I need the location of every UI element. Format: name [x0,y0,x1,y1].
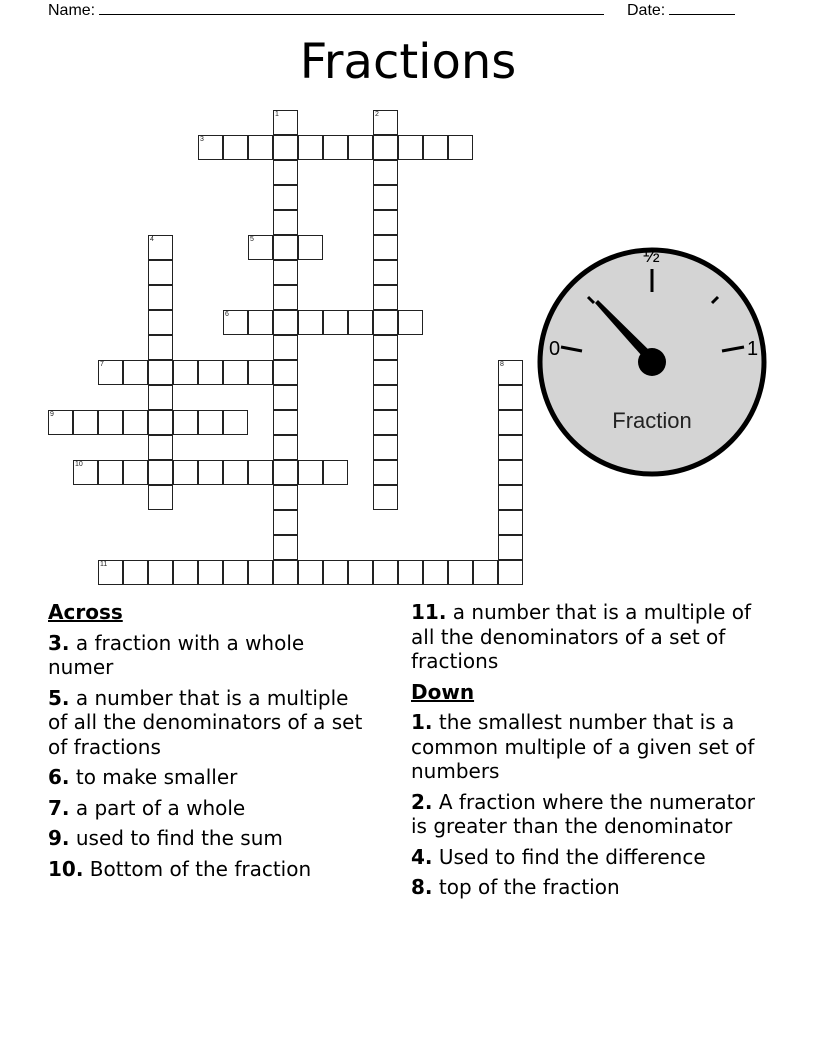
grid-cell[interactable] [173,360,198,385]
grid-cell[interactable] [448,560,473,585]
name-blank[interactable] [99,0,604,15]
grid-cell[interactable] [223,460,248,485]
grid-cell[interactable] [173,560,198,585]
grid-cell[interactable] [298,560,323,585]
grid-cell[interactable] [373,460,398,485]
grid-cell[interactable] [498,535,523,560]
clue-number: 2. [411,789,433,814]
grid-cell[interactable] [98,360,123,385]
clue-text: used to find the sum [69,826,283,850]
grid-cell[interactable] [348,310,373,335]
clue-across-11 [411,600,771,674]
grid-cell[interactable] [273,410,298,435]
grid-cell[interactable] [273,360,298,385]
grid-cell[interactable] [198,135,223,160]
date-field[interactable] [627,0,735,20]
grid-cell[interactable] [98,410,123,435]
clue-number: 7 [100,361,104,368]
clue-number: 5. [48,685,70,710]
grid-cell[interactable] [148,410,173,435]
grid-cell[interactable] [198,410,223,435]
clue-text: the smallest number that is a common multiple of a given set of numbers [411,710,755,783]
grid-cell[interactable] [98,560,123,585]
grid-cell[interactable] [498,460,523,485]
clue-number: 6. [48,765,70,789]
grid-cell[interactable] [373,210,398,235]
grid-cell[interactable] [448,135,473,160]
clue-number: 11. [411,600,447,624]
grid-cell[interactable] [173,460,198,485]
grid-cell[interactable] [273,510,298,535]
grid-cell[interactable] [248,460,273,485]
clue-across-3 [48,631,368,680]
tick-label-1: 1 [747,338,759,360]
gauge-label: Fraction [612,408,692,433]
grid-cell[interactable] [373,360,398,385]
clue-text: top of the fraction [432,875,620,899]
grid-cell[interactable] [48,410,73,435]
grid-cell[interactable] [373,160,398,185]
grid-cell[interactable] [348,560,373,585]
name-field[interactable] [48,0,604,20]
clue-number: 9. [48,826,70,850]
grid-cell[interactable] [273,235,298,260]
grid-cell[interactable] [373,335,398,360]
down-list [411,710,771,900]
grid-cell[interactable] [148,385,173,410]
grid-cell[interactable] [123,410,148,435]
grid-cell[interactable] [198,460,223,485]
date-blank[interactable] [669,0,735,15]
grid-cell[interactable] [498,560,523,585]
grid-cell[interactable] [73,460,98,485]
grid-cell[interactable] [223,135,248,160]
grid-cell[interactable] [148,360,173,385]
grid-cell[interactable] [498,360,523,385]
grid-cell[interactable] [273,435,298,460]
grid-cell[interactable] [148,460,173,485]
grid-cell[interactable] [148,560,173,585]
grid-cell[interactable] [223,560,248,585]
grid-cell[interactable] [373,410,398,435]
grid-cell[interactable] [123,460,148,485]
grid-cell[interactable] [373,560,398,585]
grid-cell[interactable] [148,335,173,360]
grid-cell[interactable] [348,135,373,160]
grid-cell[interactable] [373,285,398,310]
grid-cell[interactable] [223,360,248,385]
grid-cell[interactable] [248,310,273,335]
grid-cell[interactable] [373,435,398,460]
grid-cell[interactable] [248,135,273,160]
grid-cell[interactable] [373,185,398,210]
grid-cell[interactable] [298,310,323,335]
grid-cell[interactable] [373,235,398,260]
grid-cell[interactable] [273,560,298,585]
grid-cell[interactable] [273,485,298,510]
grid-cell[interactable] [498,385,523,410]
grid-cell[interactable] [273,260,298,285]
clue-number: 4. [411,844,433,869]
name-label: Name: [48,2,96,19]
grid-cell[interactable] [273,385,298,410]
across-list-continued [411,600,771,674]
across-list [48,631,368,882]
grid-cell[interactable] [323,135,348,160]
down-heading: Down [411,679,475,704]
grid-cell[interactable] [173,410,198,435]
clue-number: 10 [75,461,83,468]
grid-cell[interactable] [298,135,323,160]
gauge-hub [638,348,666,376]
clue-number: 1. [411,710,433,734]
clue-number: 3 [200,136,204,143]
across-heading: Across [48,600,123,624]
grid-cell[interactable] [373,110,398,135]
grid-cell[interactable] [373,260,398,285]
grid-cell[interactable] [498,410,523,435]
grid-cell[interactable] [273,185,298,210]
clue-number: 6 [225,311,229,318]
clue-number: 7. [48,795,70,820]
clue-across-10 [48,857,368,882]
grid-cell[interactable] [323,310,348,335]
grid-cell[interactable] [498,510,523,535]
crossword-grid [48,110,524,586]
clue-text: Bottom of the fraction [83,856,312,881]
clue-text: a part of a whole [69,795,246,820]
grid-cell[interactable] [223,310,248,335]
grid-cell[interactable] [148,435,173,460]
grid-cell[interactable] [398,560,423,585]
grid-cell[interactable] [373,385,398,410]
grid-cell[interactable] [148,485,173,510]
grid-cell[interactable] [148,235,173,260]
clue-number: 8 [500,361,504,368]
grid-cell[interactable] [273,110,298,135]
clue-text: a number that is a multiple of all the denominators of a set of fractions [411,600,752,673]
grid-cell[interactable] [248,560,273,585]
grid-cell[interactable] [198,560,223,585]
grid-cell[interactable] [398,310,423,335]
grid-cell[interactable] [148,310,173,335]
clue-number: 2 [375,111,379,118]
clue-text: A fraction where the numerator is greater than the denominator [411,789,755,838]
tick-label-0: 0 [549,338,561,360]
grid-cell[interactable] [373,135,398,160]
grid-cell[interactable] [273,285,298,310]
clue-number: 4 [150,236,154,243]
grid-cell[interactable] [248,235,273,260]
clue-text: a number that is a multiple of all the denominators of a set of fractions [48,685,363,759]
clue-across-5 [48,686,368,760]
clue-down-4 [411,845,771,870]
clue-down-1 [411,710,771,784]
tick-label-half: ½ [643,247,660,267]
grid-cell[interactable] [273,460,298,485]
grid-cell[interactable] [223,410,248,435]
grid-cell[interactable] [123,360,148,385]
grid-cell[interactable] [323,460,348,485]
grid-cell[interactable] [423,135,448,160]
grid-cell[interactable] [148,285,173,310]
grid-cell[interactable] [498,435,523,460]
clue-across-9 [48,826,368,851]
grid-cell[interactable] [73,410,98,435]
grid-cell[interactable] [273,210,298,235]
grid-cell[interactable] [148,260,173,285]
grid-cell[interactable] [498,485,523,510]
clue-number: 9 [50,411,54,418]
clue-number: 10. [48,856,84,881]
clue-number: 1 [275,111,279,118]
clue-down-2 [411,790,771,839]
grid-cell[interactable] [248,360,273,385]
clue-text: a fraction with a whole numer [48,630,305,679]
grid-cell[interactable] [323,560,348,585]
grid-cell[interactable] [398,135,423,160]
grid-cell[interactable] [423,560,448,585]
clue-across-7 [48,796,368,821]
grid-cell[interactable] [273,310,298,335]
grid-cell[interactable] [273,135,298,160]
date-label: Date: [627,2,666,19]
fraction-gauge-icon [537,247,767,477]
clues-continued [411,600,771,906]
clue-down-8 [411,875,771,900]
grid-cell[interactable] [198,360,223,385]
clues-across [48,600,368,887]
grid-cell[interactable] [123,560,148,585]
grid-cell[interactable] [373,485,398,510]
clue-number: 3. [48,630,70,655]
grid-cell[interactable] [273,535,298,560]
clue-text: to make smaller [69,765,238,789]
grid-cell[interactable] [98,460,123,485]
clue-across-6 [48,765,368,790]
grid-cell[interactable] [373,310,398,335]
clue-number: 5 [250,236,254,243]
grid-cell[interactable] [298,460,323,485]
grid-cell[interactable] [273,160,298,185]
page-title: Fractions [299,34,517,90]
grid-cell[interactable] [473,560,498,585]
grid-cell[interactable] [298,235,323,260]
clue-number: 11 [100,561,108,568]
clue-number: 8. [411,875,433,899]
grid-cell[interactable] [273,335,298,360]
clue-text: Used to find the difference [432,844,706,869]
